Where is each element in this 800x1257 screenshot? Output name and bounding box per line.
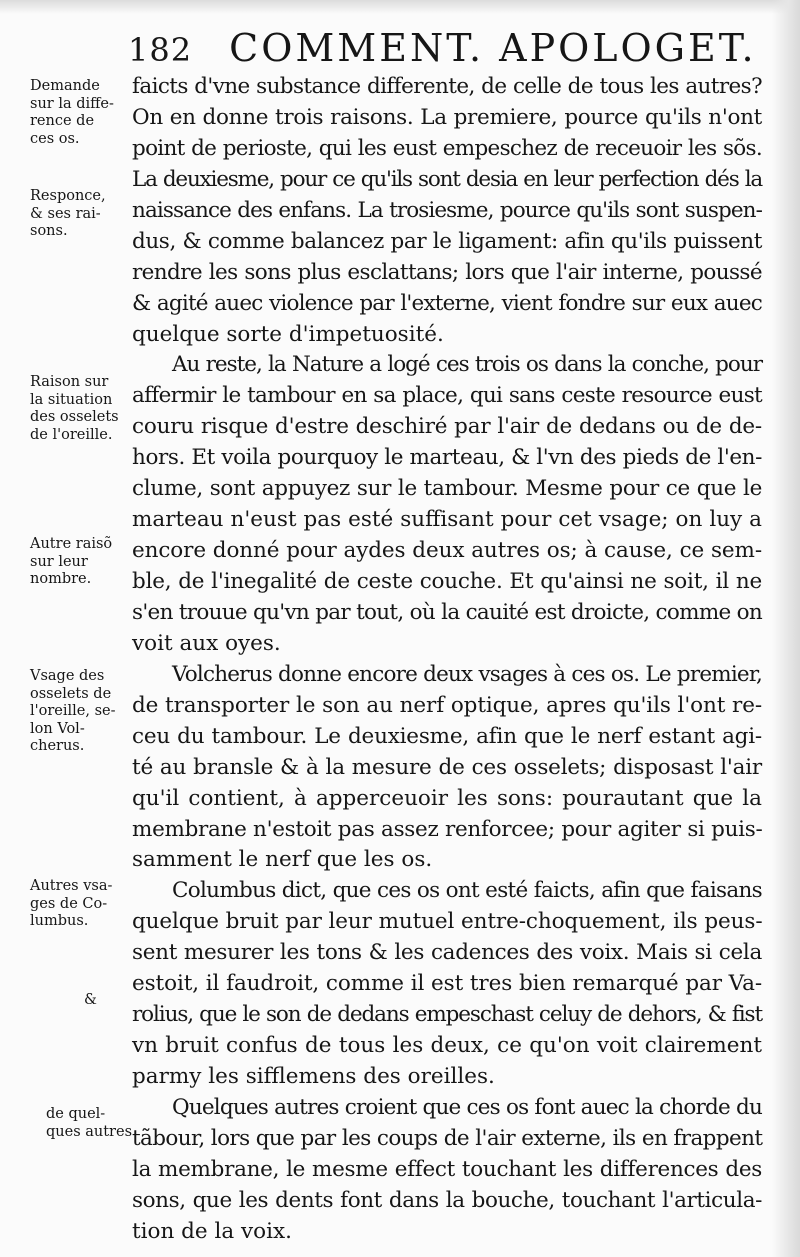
text-line: Au reste, la Nature a logé ces trois os dans la conche, pour (172, 352, 762, 378)
note-line: & (84, 992, 97, 1008)
page-number: 182 (128, 31, 193, 69)
text-line: Quelques autres croient que ces os font auec la chorde du (172, 1094, 762, 1120)
text-line: s'en trouue qu'vn par tout, où la cauité est droicte, comme on (132, 599, 763, 625)
note-autres-vsages (30, 878, 134, 931)
text-line: parmy les sifflemens des oreilles. (132, 1064, 495, 1089)
text-line: la membrane, le mesme effect touchant les differences des (132, 1156, 762, 1182)
text-line: de transporter le son au nerf optique, apres qu'ils l'ont re- (132, 692, 762, 718)
note-raison-situation (30, 374, 134, 444)
text-line: dus, & comme balancez par le ligament: afin qu'ils puissent (132, 228, 762, 254)
running-head (128, 26, 768, 70)
note-line: rence de (30, 113, 95, 129)
text-line: hors. Et voila pourquoy le marteau, & l'vn des pieds de l'en- (132, 445, 762, 471)
note-line: nombre. (30, 571, 92, 587)
text-line: quelque bruit par leur mutuel entre-choquement, ils peus- (132, 909, 763, 935)
text-line: encore donné pour aydes deux autres os; à cause, ce sem- (132, 538, 762, 564)
note-autre-raison (30, 536, 134, 589)
text-line: vn bruit confus de tous les deux, ce qu'on voit clairement (132, 1033, 762, 1059)
note-line: sur la diffe- (30, 95, 114, 112)
text-line: rendre les sons plus esclattans; lors que l'air interne, poussé (132, 259, 762, 285)
text-line: rolius, que le son de dedans empeschast celuy de dehors, & fist (132, 1002, 762, 1028)
text-line: sons, que les dents font dans la bouche, touchant l'articula- (132, 1187, 762, 1213)
note-line: Demande (30, 78, 100, 94)
text-line: quelque sorte d'impetuosité. (132, 321, 444, 347)
text-line: té au bransle & à la mesure de ces osselets; disposast l'air (132, 754, 762, 780)
text-line: estoit, il faudroit, comme il est tres bien remarqué par Va- (132, 971, 762, 997)
text-line: membrane n'estoit pas assez renforcee; pour agiter si puis- (132, 816, 763, 842)
note-line: l'oreille, se- (30, 703, 116, 719)
text-line: On en donne trois raisons. La premiere, pource qu'ils n'ont (132, 104, 762, 130)
running-title: COMMENT. APOLOGET. (229, 26, 757, 70)
note-line: lumbus. (30, 913, 89, 929)
text-line: sent mesurer les tons & les cadences des voix. Mais si cela (132, 940, 762, 966)
note-line: ces os. (30, 130, 80, 147)
note-line: Autres vsa- (30, 878, 113, 894)
text-line: La deuxiesme, pour ce qu'ils sont desia en leur perfection dés la (132, 166, 762, 192)
note-line: Vsage des (30, 668, 105, 684)
text-line: qu'il contient, à apperceuoir les sons: pourautant que la (132, 785, 762, 811)
text-line: tion de la voix. (132, 1218, 292, 1244)
note-line: cherus. (30, 738, 85, 754)
text-line: marteau n'eust pas esté suffisant pour cet vsage; on luy a (132, 507, 762, 533)
note-line: de l'oreille. (30, 426, 113, 443)
note-line: ques autres (46, 1123, 133, 1140)
text-line: voit aux oyes. (132, 630, 281, 656)
text-line: couru risque d'estre deschiré par l'air de dedans ou de de- (132, 414, 762, 440)
note-line: la situation (30, 391, 113, 408)
note-line: sur leur (30, 553, 88, 570)
margin-notes (0, 0, 134, 1257)
note-line: & ses rai- (30, 205, 101, 222)
note-line: des osselets (30, 409, 119, 425)
note-responce (30, 188, 134, 241)
text-line: ble, de l'inegalité de ceste couche. Et qu'ainsi ne soit, il ne (132, 569, 762, 594)
note-line: Autre raisõ (30, 536, 113, 552)
note-line: Responce, (30, 188, 106, 204)
note-line: sons. (30, 223, 68, 239)
note-vsage-osselets (30, 668, 134, 756)
text-line: ceu du tambour. Le deuxiesme, afin que le nerf estant agi- (132, 723, 762, 749)
note-ampersand (84, 992, 114, 1010)
text-line: point de perioste, qui les eust empeschez de receuoir les sõs. (132, 135, 762, 161)
text-line: tãbour, lors que par les coups de l'air externe, ils en frappent (132, 1125, 763, 1151)
note-quelques-autres (46, 1106, 136, 1141)
note-demande (30, 78, 134, 148)
text-line: faicts d'vne substance differente, de celle de tous les autres? (132, 74, 762, 99)
text-line: samment le nerf que les os. (132, 847, 433, 873)
text-line: affermir le tambour en sa place, qui sans ceste resource eust (132, 383, 762, 409)
note-line: Raison sur (30, 374, 109, 390)
note-line: lon Vol- (30, 720, 85, 737)
note-line: osselets de (30, 685, 112, 702)
text-line: & agité auec violence par l'externe, vient fondre sur eux auec (132, 290, 762, 316)
text-line: Volcherus donne encore deux vsages à ces os. Le premier, (172, 661, 762, 687)
text-line: clume, sont appuyez sur le tambour. Mesme pour ce que le (132, 476, 762, 502)
body-text (132, 72, 762, 1248)
note-line: ges de Co- (30, 895, 108, 912)
note-line: de quel- (46, 1106, 106, 1122)
page-gutter-shadow (772, 0, 800, 1257)
text-line: naissance des enfans. La trosiesme, pource qu'ils sont suspen- (132, 197, 762, 223)
text-line: Columbus dict, que ces os ont esté faicts, afin que faisans (172, 878, 762, 904)
